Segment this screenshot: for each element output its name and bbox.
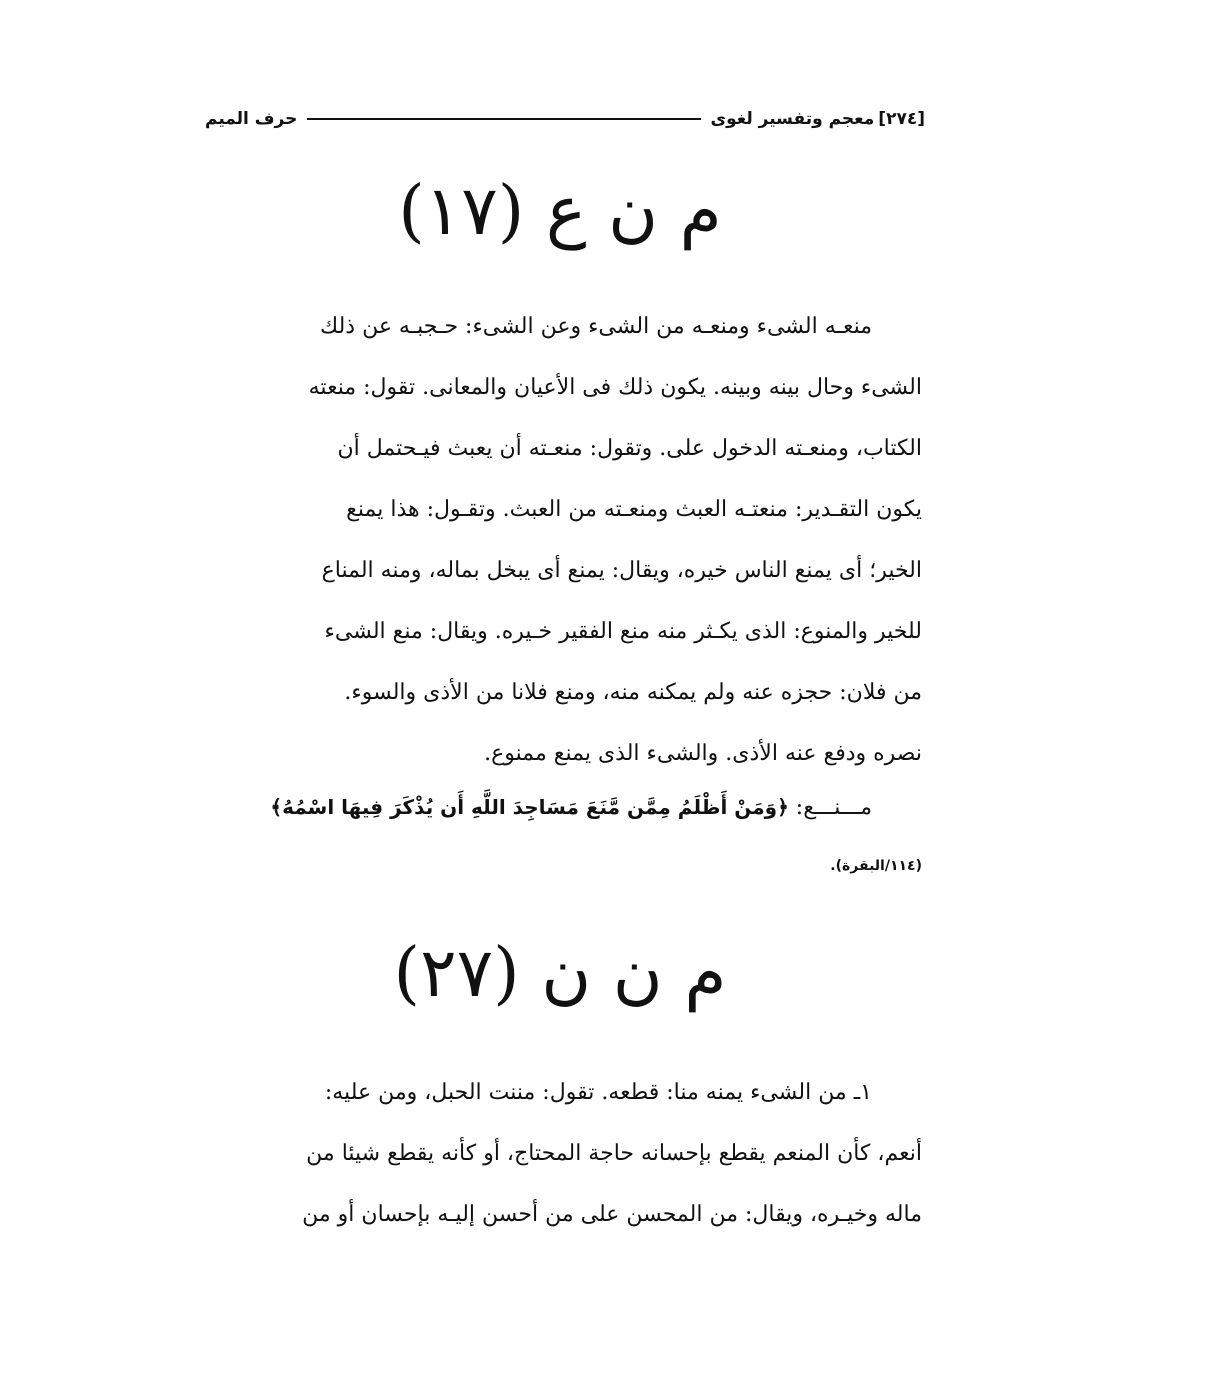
entry-paragraph-mna xyxy=(192,296,922,784)
paragraph-line: للخير والمنوع: الذى يكـثر منه منع الفقير خـيره. ويقال: منع الشىء xyxy=(324,619,922,644)
paragraph-line: الكتاب، ومنعـته الدخول على. وتقول: منعـته أن يعبث فيـحتمل أن xyxy=(337,436,922,461)
paragraph-line: الخير؛ أى يمنع الناس خيره، ويقال: يمنع أى يبخل بماله، ومنه المناع xyxy=(321,558,922,583)
citation-label: مـــنـــع: xyxy=(795,795,872,820)
page-header xyxy=(205,104,925,134)
book-title: معجم وتفسير لغوى xyxy=(710,109,875,129)
paragraph-line: نصره ودفع عنه الأذى. والشىء الذى يمنع ممنوع. xyxy=(484,741,922,766)
entry-paragraph-mnn xyxy=(192,1062,922,1245)
paragraph-line: الشىء وحال بينه وبينه. يكون ذلك فى الأعيان والمعانى. تقول: منعته xyxy=(308,375,922,400)
entry-title-mnn: م ن ن (٢٧) xyxy=(393,934,727,1013)
paragraph-line: يكون التقـدير: منعتـه العبث ومنعـته من العبث. وتقـول: هذا يمنع xyxy=(346,497,922,522)
entry-title-mna: م ن ع (١٧) xyxy=(398,172,722,251)
paragraph-line: منعـه الشىء ومنعـه من الشىء وعن الشىء: حـجبـه عن ذلك xyxy=(320,314,872,339)
header-rule xyxy=(307,118,700,120)
page-number: [٢٧٤] xyxy=(878,109,925,129)
citation-text: ﴿وَمَنْ أَظْلَمُ مِمَّن مَّنَعَ مَسَاجِدَ اللَّهِ أَن يُذْكَرَ فِيهَا اسْمُهُ﴾ xyxy=(270,795,789,819)
paragraph-line: ١ـ من الشىء يمنه منا: قطعه. تقول: مننت الحبل، ومن عليه: xyxy=(324,1080,872,1105)
quran-citation xyxy=(192,795,922,820)
paragraph-line: أنعم، كأن المنعم يقطع بإحسانه حاجة المحتاج، أو كأنه يقطع شيئا من xyxy=(306,1141,922,1166)
paragraph-line: من فلان: حجزه عنه ولم يمكنه منه، ومنع فلانا من الأذى والسوء. xyxy=(344,680,922,705)
citation-reference: (١١٤/البقرة). xyxy=(830,858,922,874)
chapter-name: حرف الميم xyxy=(205,109,298,129)
paragraph-line: ماله وخيـره، ويقال: من المحسن على من أحسن إليـه بإحسان أو من xyxy=(302,1202,922,1227)
